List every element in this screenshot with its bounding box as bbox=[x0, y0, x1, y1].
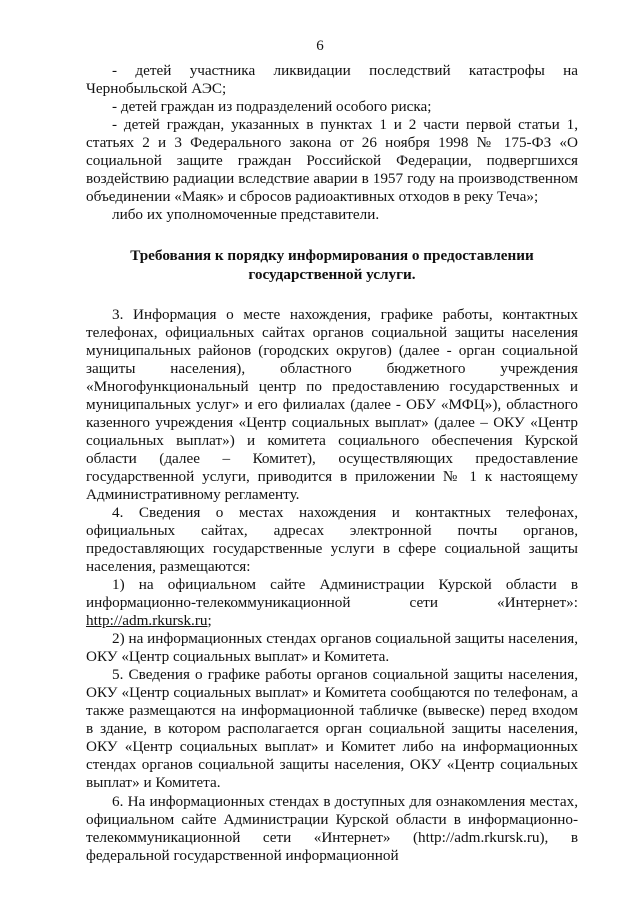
paragraph-4: 4. Сведения о местах нахождения и контактных телефонах, официальных сайтах, адресах электронной почты органов, предоставляющих государственные услуги в сфере социальной защиты населения, размещаются: bbox=[86, 504, 578, 575]
list-item-representatives: либо их уполномоченные представители. bbox=[112, 206, 380, 223]
paragraph-4-item-2: 2) на информационных стендах органов социальной защиты населения, ОКУ «Центр социальных выплат» и Комитета. bbox=[86, 630, 578, 665]
section-heading-line-1: Требования к порядку информирования о предоставлении bbox=[130, 247, 534, 264]
section-heading-line-2: государственной услуги. bbox=[248, 266, 416, 283]
adm-rkursk-link[interactable]: http://adm.rkursk.ru bbox=[86, 612, 208, 629]
document-body bbox=[86, 62, 578, 865]
list-item-mayak: - детей граждан, указанных в пунктах 1 и 2 части первой статьи 1, статьях 2 и 3 Федерального закона от 26 ноября 1998 № 175-ФЗ «О социальной защите граждан Российской Федерации, подвергшихся воздействию радиации вследствие аварии в 1957 году на производственном объединении «Маяк» и сбросов радиоактивных отходов в реку Теча»; bbox=[86, 116, 578, 205]
list-item-special-risk: - детей граждан из подразделений особого риска; bbox=[112, 98, 432, 115]
paragraph-4-item-1-end: ; bbox=[207, 612, 212, 629]
paragraph-3: 3. Информация о месте нахождения, графике работы, контактных телефонах, официальных сайтах органов социальной защиты населения муниципальных районов (городских округов) (далее - орган социальной защиты населения), областного бюджетного учреждения «Многофункциональный центр по предоставлению государственных и муниципальных услуг» и его филиалах (далее - ОБУ «МФЦ»), областного казенного учреждения «Центр социальных выплат» (далее – ОКУ «Центр социальных выплат») и комитета социального обеспечения Курской области (далее – Комитет), осуществляющих предоставление государственной услуги, приводится в приложении № 1 к настоящему Административному регламенту. bbox=[86, 306, 578, 503]
page-number: 6 bbox=[316, 38, 324, 54]
section-heading bbox=[86, 246, 578, 284]
paragraph-4-item-1 bbox=[86, 576, 578, 630]
paragraph-4-item-1-text: 1) на официальном сайте Администрации Курской области в информационно-телекоммуникационной сети «Интернет»: bbox=[86, 576, 578, 611]
paragraph-5: 5. Сведения о графике работы органов социальной защиты населения, ОКУ «Центр социальных выплат» и Комитета сообщаются по телефонам, а также размещаются на информационной табличке (вывеске) перед входом в здание, в котором располагается орган социальной защиты населения, ОКУ «Центр социальных выплат» и Комитет либо на информационных стендах органов социальной защиты населения, ОКУ «Центр социальных выплат» и Комитета. bbox=[86, 666, 578, 791]
list-item-chernobyl: - детей участника ликвидации последствий катастрофы на Чернобыльской АЭС; bbox=[86, 62, 578, 97]
paragraph-6: 6. На информационных стендах в доступных для ознакомления местах, официальном сайте Администрации Курской области в информационно-телекоммуникационной сети «Интернет» (http://adm.rkursk.ru), в федеральной государственной информационной bbox=[86, 793, 578, 864]
